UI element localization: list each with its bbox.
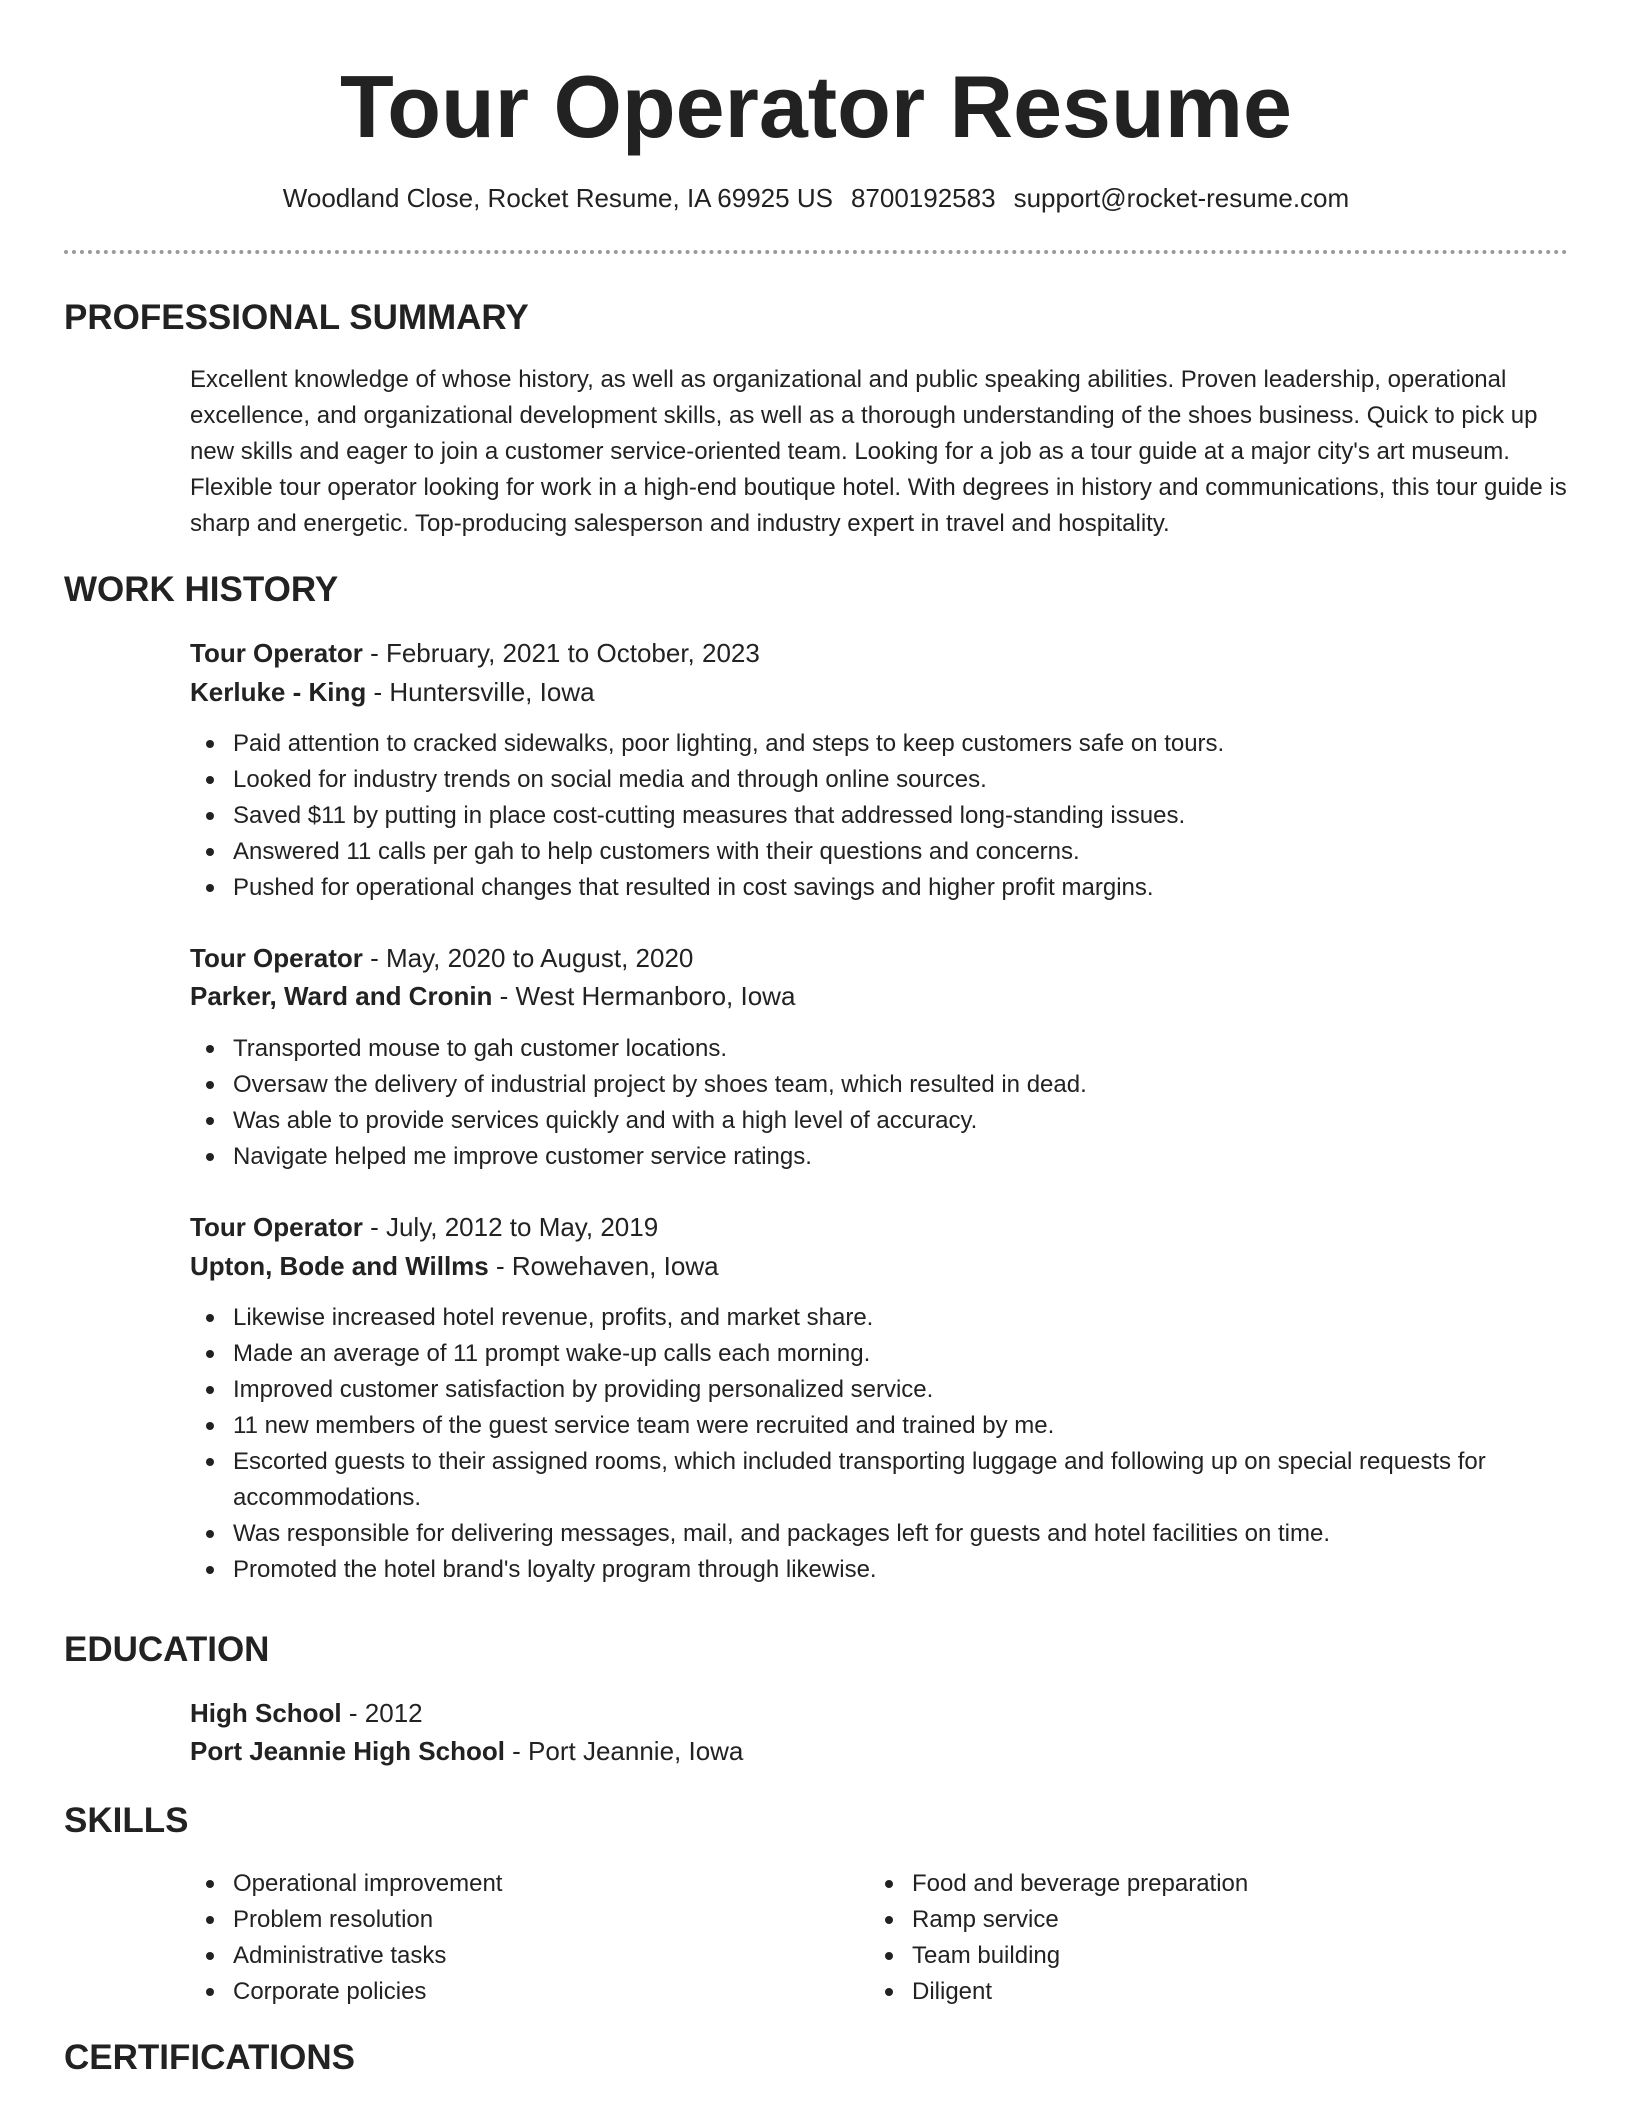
job-title: Tour Operator — [190, 943, 363, 973]
education-school-line — [190, 1733, 743, 1769]
job-title-line — [190, 940, 693, 976]
job-title-line — [190, 1209, 658, 1245]
list-item: Ramp service — [869, 1902, 1519, 1938]
list-item: Answered 11 calls per gah to help customers with their questions and concerns. — [190, 834, 1570, 870]
contact-line — [0, 180, 1632, 216]
summary-text: Excellent knowledge of whose history, as well as organizational and public speaking abilities. Proven leadership, operational excellence, and organizational development skills, as well as a thorough understanding of the shoes business. Quick to pick up new skills and eager to join a customer service-oriented team. Looking for a job as a tour guide at a major city's art museum. Flexible tour operator looking for work in a high-end boutique hotel. With degrees in history and communications, this tour guide is sharp and energetic. Top-producing salesperson and industry expert in travel and hospitality. — [190, 366, 1567, 537]
job-title: Tour Operator — [190, 1212, 363, 1242]
job-dates: - February, 2021 to October, 2023 — [362, 638, 760, 668]
job-company-line — [190, 674, 595, 710]
job-company: Upton, Bode and Willms — [190, 1251, 489, 1281]
list-item: Likewise increased hotel revenue, profits, and market share. — [190, 1300, 1570, 1336]
section-title-certifications: CERTIFICATIONS — [64, 2038, 356, 2077]
education-school: Port Jeannie High School — [190, 1736, 505, 1766]
job-bullet-list — [190, 1300, 1570, 1588]
section-title-education: EDUCATION — [64, 1630, 270, 1669]
list-item: Improved customer satisfaction by providing personalized service. — [190, 1372, 1570, 1408]
education-degree-line — [190, 1695, 423, 1731]
job-company-line — [190, 1248, 719, 1284]
job-location: - West Hermanboro, Iowa — [492, 981, 796, 1011]
list-item: Team building — [869, 1938, 1519, 1974]
list-item: Administrative tasks — [190, 1938, 840, 1974]
job-bullet-list — [190, 726, 1570, 906]
list-item: Operational improvement — [190, 1866, 840, 1902]
job-company-line — [190, 978, 795, 1014]
resume-title: Tour Operator Resume — [340, 57, 1292, 156]
job-location: - Huntersville, Iowa — [366, 677, 595, 707]
list-item: Corporate policies — [190, 1974, 840, 2010]
section-title-work-history: WORK HISTORY — [64, 570, 339, 609]
job-location: - Rowehaven, Iowa — [488, 1251, 719, 1281]
list-item: Escorted guests to their assigned rooms, which included transporting luggage and following up on special requests for accommodations. — [190, 1444, 1570, 1516]
job-bullet-list — [190, 1031, 1570, 1175]
list-item: Pushed for operational changes that resulted in cost savings and higher profit margins. — [190, 870, 1570, 906]
skills-list-right — [869, 1866, 1519, 2010]
list-item: Was able to provide services quickly and with a high level of accuracy. — [190, 1103, 1570, 1139]
list-item: Paid attention to cracked sidewalks, poor lighting, and steps to keep customers safe on tours. — [190, 726, 1570, 762]
list-item: Diligent — [869, 1974, 1519, 2010]
list-item: Looked for industry trends on social media and through online sources. — [190, 762, 1570, 798]
job-dates: - July, 2012 to May, 2019 — [362, 1212, 659, 1242]
job-company: Parker, Ward and Cronin — [190, 981, 493, 1011]
list-item: Problem resolution — [190, 1902, 840, 1938]
list-item: 11 new members of the guest service team were recruited and trained by me. — [190, 1408, 1570, 1444]
education-degree: High School — [190, 1698, 342, 1728]
contact-address: Woodland Close, Rocket Resume, IA 69925 US — [282, 183, 833, 213]
list-item: Promoted the hotel brand's loyalty program through likewise. — [190, 1552, 1570, 1588]
education-year: - 2012 — [341, 1698, 423, 1728]
list-item: Food and beverage preparation — [869, 1866, 1519, 1902]
list-item: Was responsible for delivering messages, mail, and packages left for guests and hotel facilities on time. — [190, 1516, 1570, 1552]
contact-email[interactable]: support@rocket-resume.com — [1013, 183, 1350, 213]
job-title-line — [190, 635, 760, 671]
section-title-summary: PROFESSIONAL SUMMARY — [64, 298, 529, 337]
list-item: Made an average of 11 prompt wake-up calls each morning. — [190, 1336, 1570, 1372]
list-item: Transported mouse to gah customer locations. — [190, 1031, 1570, 1067]
skills-list-left — [190, 1866, 840, 2010]
header-divider — [64, 250, 1568, 254]
education-location: - Port Jeannie, Iowa — [504, 1736, 744, 1766]
contact-phone: 8700192583 — [850, 183, 996, 213]
list-item: Saved $11 by putting in place cost-cutting measures that addressed long-standing issues. — [190, 798, 1570, 834]
list-item: Oversaw the delivery of industrial project by shoes team, which resulted in dead. — [190, 1067, 1570, 1103]
job-dates: - May, 2020 to August, 2020 — [362, 943, 694, 973]
job-company: Kerluke - King — [190, 677, 367, 707]
job-title: Tour Operator — [190, 638, 363, 668]
section-title-skills: SKILLS — [64, 1801, 189, 1840]
list-item: Navigate helped me improve customer service ratings. — [190, 1139, 1570, 1175]
